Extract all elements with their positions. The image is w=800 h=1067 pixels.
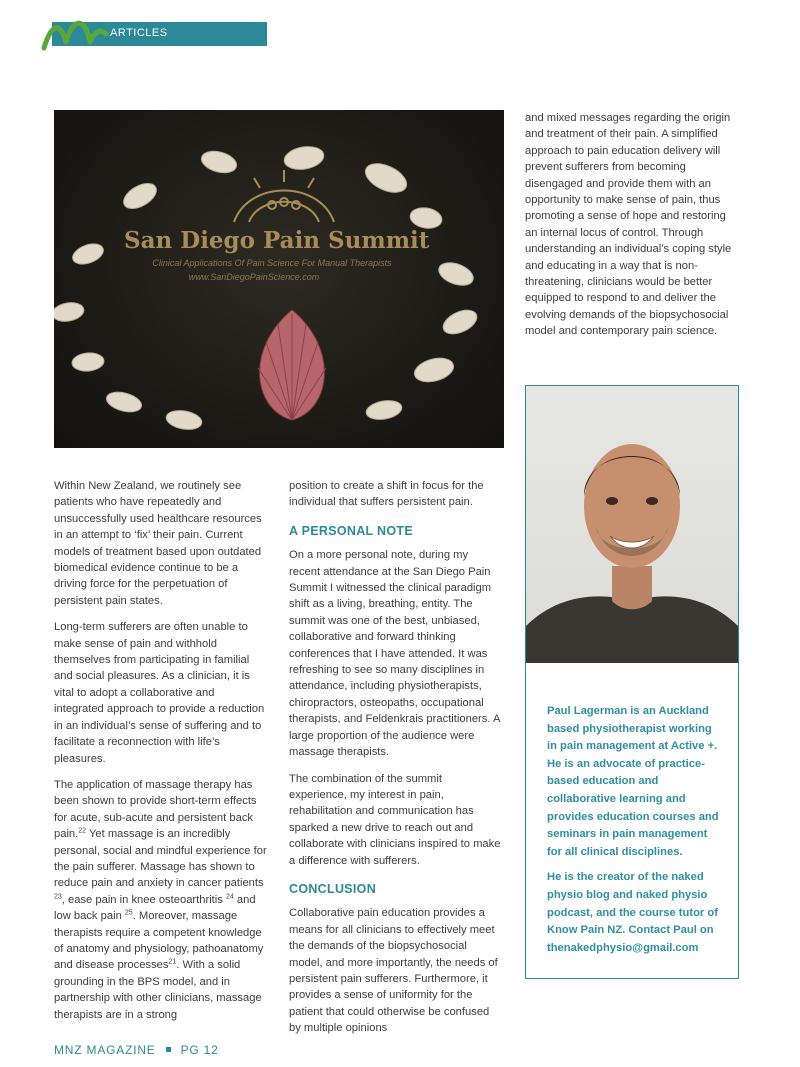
paragraph: and mixed messages regarding the origin and treatment of their pain. A simplified approach to pain education delivery will prevent sufferers from becoming disengaged and provide them with an opportunity to make sense of pain, thus promoting a sense of hope and restoring an internal locus of control. Through understanding an individual’s coping style and educating in a way that is non-threatening, clinicians would be better equipped to respond to and deliver the evolving demands of the biopsychosocial model and contemporary pain science. xyxy=(525,112,732,338)
article-column-1 xyxy=(54,478,267,1033)
bio-paragraph: Paul Lagerman is an Auckland based physiotherapist working in pain management at Active +. He is an advocate of practice-based education and collaborative learning and provides education courses and seminars in pain management for all clinical disciplines. xyxy=(547,705,719,858)
photo-subtitle: Clinical Applications Of Pain Science For Manual Therapists xyxy=(152,258,392,268)
paragraph: On a more personal note, during my recent attendance at the San Diego Pain Summit I witnessed the clinical paradigm shift as a living, breathing, entity. The summit was one of the best, unbiased, collaborative and forward thinking conferences that I have attended. It was refreshing to see so many disciplines in attendance, including physiotherapists, chiropractors, osteopaths, occupational therapists, and Feldenkrais practitioners. A large proportion of the audience were massage therapists. xyxy=(289,549,500,759)
article-column-2 xyxy=(289,478,501,1047)
page-footer xyxy=(54,1043,219,1057)
section-heading: CONCLUSION xyxy=(289,881,377,896)
photo-url: www.SanDiegoPainScience.com xyxy=(188,272,320,282)
paragraph: Collaborative pain education provides a means for all clinicians to effectively meet the demands of the biopsychosocial model, and more importantly, the needs of persistent pain sufferers. Furthermore, it provides a sense of uniformity for the patient that could otherwise be confused by multiple opinions xyxy=(289,907,498,1035)
author-bio-box xyxy=(525,385,739,979)
separator-dot xyxy=(166,1047,171,1052)
citation: 23 xyxy=(54,893,62,901)
bio-paragraph: He is the creator of the naked physio blog and naked physio podcast, and the course tutor of Know Pain NZ. Contact Paul on thenakedphysio@gmail.com xyxy=(547,871,718,954)
paragraph: The application of massage therapy has been shown to provide short-term effects for acute, sub-acute and persistent back pain.$^{22}$ Yet massage is an incredibly personal, social and mindful experience for the pain sufferer. Massage has shown to reduce pain and anxiety in cancer patients $^{23}$, ease pain in knee osteoarthritis $^{24}$ and low back pain $^{25}$. Moreover, massage therapists require a competent knowledge of anatomy and physiology, pathoanatomy and disease processes$^{21}$. With a solid grounding in the BPS model, and in partnership with other clinicians, massage therapists are in a strong xyxy=(54,778,267,1021)
page-number: PG 12 xyxy=(180,1043,219,1057)
paragraph: The combination of the summit experience, my interest in pain, rehabilitation and communication has sparked a new drive to reach out and collaborate with clinicians inspired to make a difference with sufferers. xyxy=(289,772,501,867)
section-label: ARTICLES xyxy=(110,27,168,39)
citation: 22 xyxy=(78,827,87,835)
mnz-logo-icon xyxy=(40,12,110,52)
author-portrait xyxy=(526,386,738,663)
section-heading: A PERSONAL NOTE xyxy=(289,523,413,538)
magazine-name: MNZ MAGAZINE xyxy=(54,1043,156,1057)
photo-title: San Diego Pain Summit xyxy=(124,227,430,254)
citation: 21 xyxy=(168,958,177,966)
citation: 24 xyxy=(225,893,234,901)
author-portrait-illustration xyxy=(526,386,738,663)
citation: 25 xyxy=(124,909,133,917)
author-bio xyxy=(547,703,722,965)
paragraph: Long-term sufferers are often unable to make sense of pain and withhold themselves from participating in familial and social pleasures. As a clinician, it is vital to adopt a collaborative and integrated approach to provide a reduction in an individual’s sense of suffering and to facilitate a reconnection with life’s pleasures. xyxy=(54,621,265,765)
paragraph: Within New Zealand, we routinely see patients who have repeatedly and unsuccessfully used healthcare resources in an attempt to ‘fix’ their pain. Current models of treatment based upon outdated biomedical evidence continue to be a driving force for the perpetuation of persistent pain states. xyxy=(54,480,262,607)
paragraph: position to create a shift in focus for the individual that suffers persistent pain. xyxy=(289,480,484,509)
article-column-3 xyxy=(525,110,741,350)
summit-photo xyxy=(54,110,504,448)
